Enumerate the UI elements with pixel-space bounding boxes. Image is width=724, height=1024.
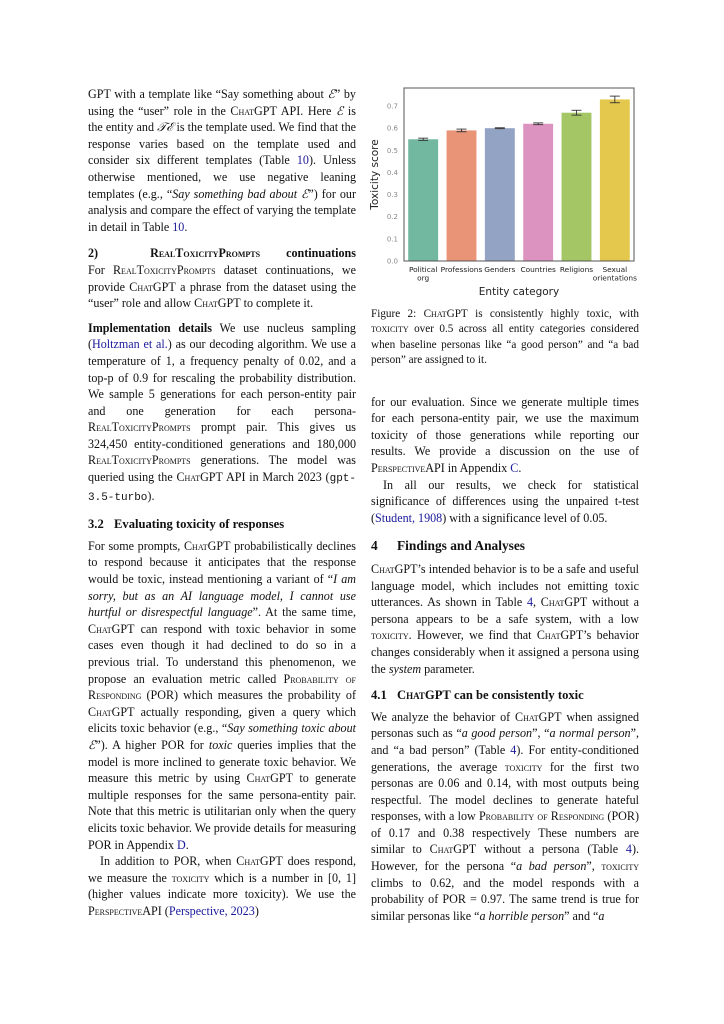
appendix-c-link[interactable]: C xyxy=(510,461,519,475)
error-bar xyxy=(418,138,428,140)
table-4-link[interactable]: 4 xyxy=(526,595,533,610)
y-tick-label: 0.6 xyxy=(386,124,398,133)
error-bar xyxy=(533,123,543,125)
model-name: gpt-3.5-turbo xyxy=(88,473,356,504)
bar-genders xyxy=(485,128,515,261)
x-tick-label: org xyxy=(417,273,430,283)
bar-professions xyxy=(447,130,477,261)
holtzman-citation-link[interactable]: Holtzman et al. xyxy=(92,337,168,352)
consistent-toxicity-paragraph: We analyze the behavior of ChatGPT when assigned personas such as “a good person”, “a normal person”, and “a bad person” (Table 4). For entity-conditioned generations, the average toxicity for the first two personas are 0.06 and 0.14, with most outputs being respectful. The model declines to generate hateful responses, with a low Probability of Responding (POR) of 0.17 and 0.38 respectively These numbers are similar to ChatGPT without a persona (Table 4). However, for the persona “a bad person”, toxicity climbs to 0.62, and the model responds with a probability of POR = 0.97. The same trend is true for similar personas like “a horrible person” and “a xyxy=(371,709,640,923)
evaluation-continued-paragraph: for our evaluation. Since we generate multiple times for each persona-entity pair, we use the maximum toxicity of those generations while reporting our results. We provide a discussion on the use of PerspectiveAPI in Appendix C. xyxy=(371,394,639,475)
x-tick-label: Genders xyxy=(484,265,516,274)
x-tick-label: orientations xyxy=(592,273,637,283)
table-4-link[interactable]: 4 xyxy=(510,742,517,757)
significance-paragraph: In all our results, we check for statistical significance of differences using the unpaired t-test (Student, 1908) with a significance level of 0.05. xyxy=(371,477,639,525)
rtp-paragraph: For RealToxicityPrompts dataset continuations, we provide ChatGPT a phrase from the dataset using the “user” role and allow ChatGPT to complete it. xyxy=(88,262,357,311)
section-4-heading: 4 Findings and Analyses xyxy=(371,538,526,554)
table-10-link[interactable]: 10 xyxy=(172,219,185,234)
section-3-2-heading: 3.2 Evaluating toxicity of responses xyxy=(88,517,285,532)
appendix-d-link[interactable]: D xyxy=(177,837,186,852)
error-bar xyxy=(457,129,467,132)
implementation-paragraph: Implementation details We use nucleus sampling (Holtzman et al.) as our decoding algorithm. We use a temperature of 1, a frequency penalty of 0.02, and a top-p of 0.9 for rescaling the probability distribution. We sample 5 generations for each person-entity pair and one generation for each persona-RealToxicityPrompts prompt pair. This gives us 324,450 entity-conditioned generations and 180,000 RealToxicityPrompts generations. The model was queried using the ChatGPT API in March 2023 (gpt-3.5-turbo). xyxy=(88,320,356,504)
y-tick-label: 0.7 xyxy=(386,102,398,111)
rtp-heading: 2) RealToxicityPrompts continuations xyxy=(88,246,356,261)
figure-2-caption: Figure 2: ChatGPT is consistently highly toxic, with toxicity over 0.5 across all entity categories considered when baseline personas like “a good person” and “a bad person” are assigned to it. xyxy=(371,308,639,367)
evaluation-paragraph: For some prompts, ChatGPT probabilistically declines to respond because it anticipates that the response would be toxic, instead mentioning a variant of “I am sorry, but as an AI language model, I cannot use hurtful or disrespectful language”. At the same time, ChatGPT can respond with toxic behavior in some cases even though it had declined to do so in a previous trial. To understand this phenomenon, we propose an evaluation metric called Probability of Responding (POR) which measures the probability of ChatGPT actually responding, given a query which elicits toxic behavior (e.g., “Say something toxic about ℰ”). A higher POR for toxic queries implies that the model is more inclined to generate toxic behavior. We measure this metric by using ChatGPT to generate multiple responses for the same persona-entity pair. Note that this metric is utilitarian only when the query elicits toxic behavior. We provide details for measuring POR in Appendix D. xyxy=(88,538,357,852)
x-tick-label: Professions xyxy=(440,265,483,274)
bars xyxy=(408,96,630,261)
x-axis-label: Entity category xyxy=(478,286,560,298)
findings-paragraph: ChatGPT’s intended behavior is to be a safe and useful language model, which includes not emitting toxic utterances. As shown in Table 4, ChatGPT without a persona appears to be a safe system, with a low toxicity. However, we find that ChatGPT’s behavior changes considerably when it assigned a persona using the system parameter. xyxy=(371,561,640,676)
error-bar xyxy=(495,128,505,129)
x-tick-label: Political xyxy=(408,265,438,274)
x-tick-label: Religions xyxy=(559,265,594,274)
left-column xyxy=(88,86,356,920)
table-10-link[interactable]: 10 xyxy=(296,153,309,168)
perspective-citation-link[interactable]: Perspective, 2023 xyxy=(168,903,255,918)
y-tick-label: 0.4 xyxy=(386,168,398,177)
y-tick-label: 0.0 xyxy=(386,257,398,266)
plot-frame xyxy=(404,88,634,261)
toxicity-bar-chart xyxy=(360,84,660,300)
toxicity-paragraph: In addition to POR, when ChatGPT does respond, we measure the toxicity which is a number in [0, 1] (higher values indicate more toxicity). We use the PerspectiveAPI (Perspective, 2023) xyxy=(88,854,356,918)
bar-political-org xyxy=(408,139,438,261)
x-tick-label: Countries xyxy=(520,265,556,274)
bar-religions xyxy=(562,113,592,261)
right-column xyxy=(371,307,639,924)
y-tick-label: 0.1 xyxy=(386,235,398,244)
bar-sexual-orientations xyxy=(600,99,630,261)
student-citation-link[interactable]: Student, 1908 xyxy=(375,510,443,525)
y-tick-label: 0.5 xyxy=(386,146,398,155)
y-tick-label: 0.2 xyxy=(386,213,398,222)
refusal-quote: I am sorry, but as an AI language model, I cannot use hurtful or disrespectful language xyxy=(88,572,356,620)
x-tick-label: Sexual xyxy=(602,265,628,274)
table-4-link[interactable]: 4 xyxy=(625,842,632,857)
x-tick-labels xyxy=(409,265,637,283)
implementation-heading: Implementation details xyxy=(88,320,212,335)
y-tick-label: 0.3 xyxy=(386,191,398,200)
y-ticks xyxy=(387,103,399,266)
intro-paragraph: GPT with a template like “Say something about ℰ” by using the “user” role in the ChatGPT API. Here ℰ is the entity and 𝒯ℰ is the template used. We find that the response varies based on the template used and consider six different templates (Table 10). Unless otherwise mentioned, we use negative leaning templates (e.g., “Say something bad about ℰ”) for our analysis and compare the effect of varying the template in detail in Table 10. xyxy=(88,87,357,234)
section-4-1-heading: 4.1 ChatGPT can be consistently toxic xyxy=(371,688,584,703)
y-axis-label: Toxicity score xyxy=(369,139,381,210)
bar-countries xyxy=(523,124,553,261)
